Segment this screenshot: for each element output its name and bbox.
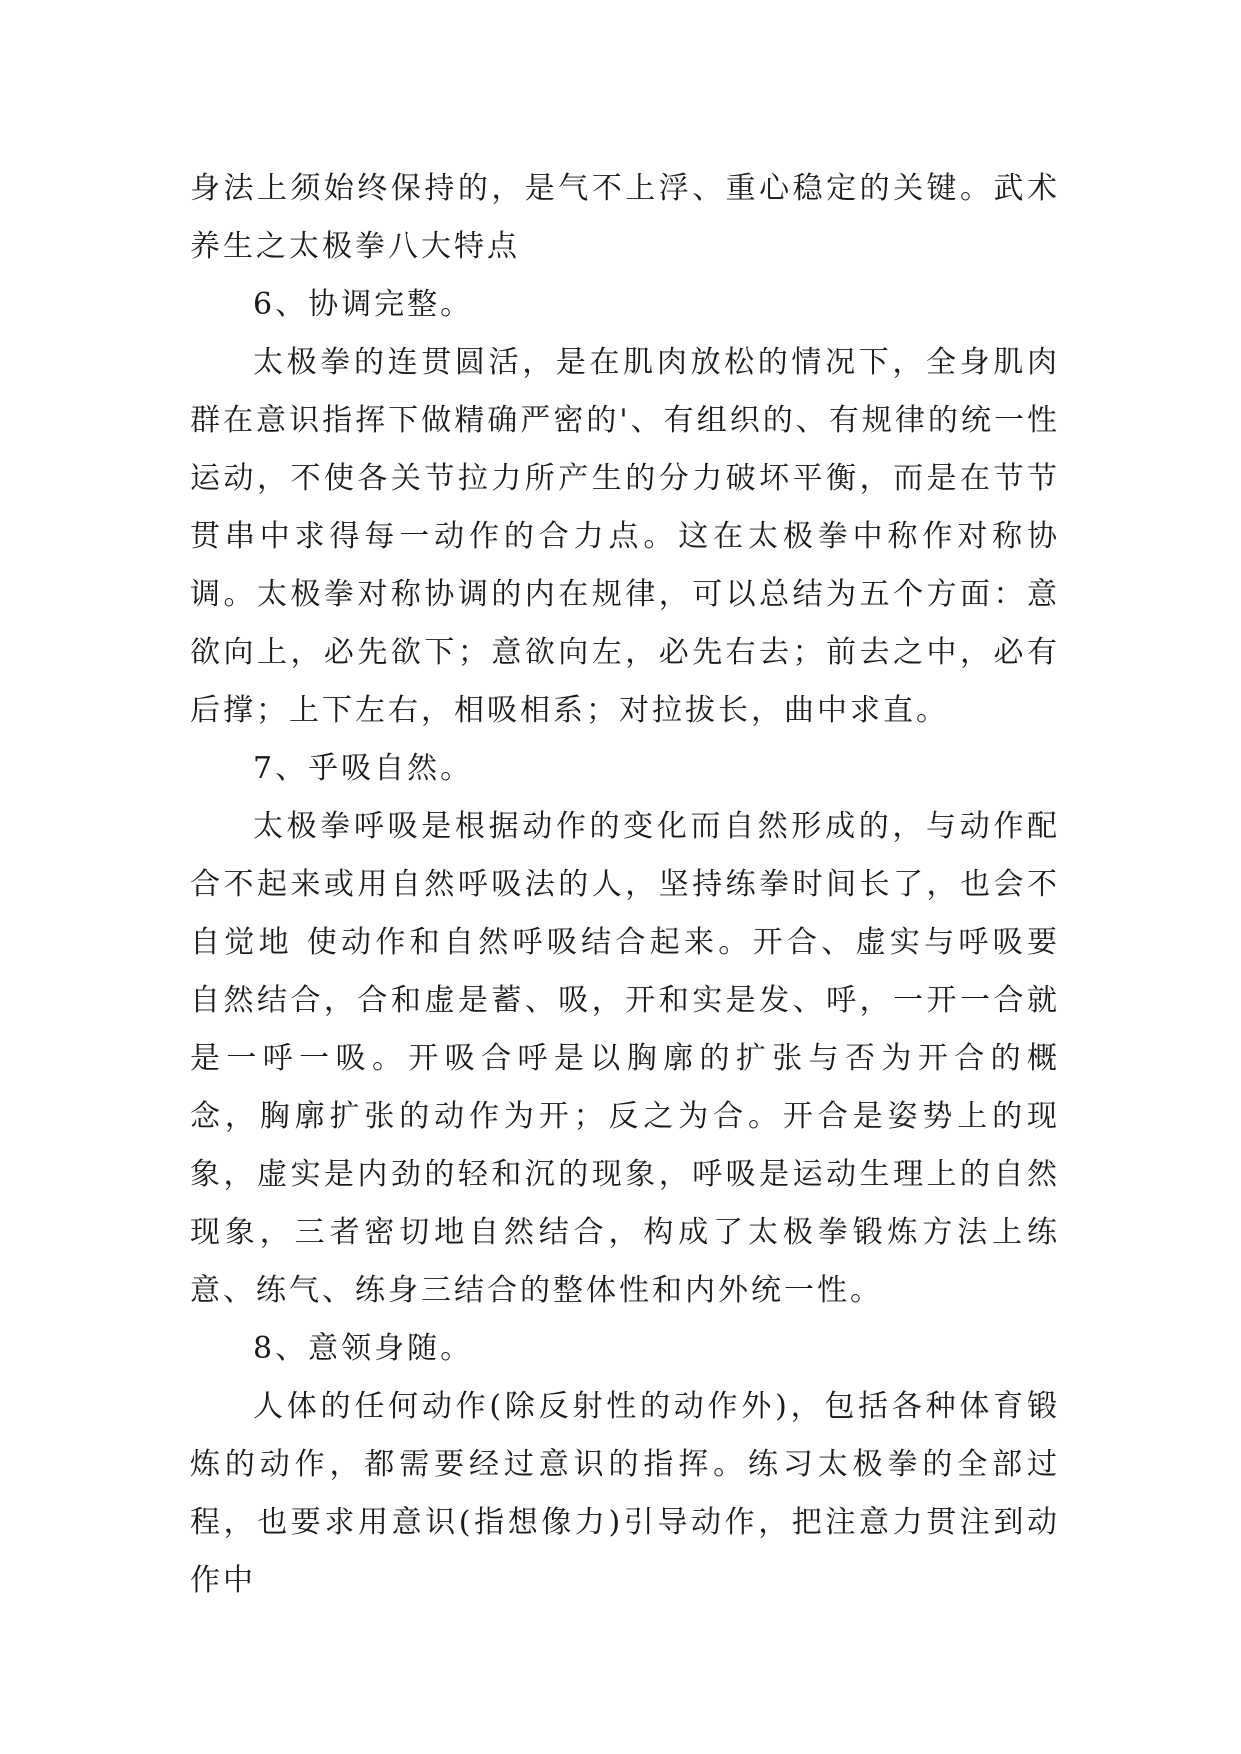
section-heading-7: 7、乎吸自然。: [253, 751, 474, 786]
section-heading-6: 6、协调完整。: [253, 287, 474, 322]
section-heading-8: 8、意领身随。: [253, 1331, 474, 1366]
paragraph-breathing: 太极拳呼吸是根据动作的变化而自然形成的，与动作配合不起来或用自然呼吸法的人，坚持练拳时间长了，也会不自觉地 使动作和自然呼吸结合起来。开合、虚实与呼吸要自然结合，合和虚是蓄、吸，开和实是发、呼，一开一合就是一呼一吸。开吸合呼是以胸廓的扩张与否为开合的概 念，胸廓扩张的动作为开；反之为合。开合是姿势上的现象，虚实是内劲的轻和沉的现象，呼吸是运动生理上的自然现象，三者密切地自然结合，构成了太极拳锻炼方法上练意、练气、练身三结合的整体性和内外统一性。: [190, 809, 1060, 1308]
paragraph-continuation: 身法上须始终保持的，是气不上浮、重心稳定的关键。武术养生之太极拳八大特点: [190, 171, 1060, 264]
paragraph-intent: 人体的任何动作(除反射性的动作外)，包括各种体育锻炼的动作，都需要经过意识的指挥。练习太极拳的全部过程，也要求用意识(指想像力)引导动作，把注意力贯注到动作中: [190, 1389, 1060, 1598]
document-body: [190, 160, 1060, 1610]
paragraph-coordination: 太极拳的连贯圆活，是在肌肉放松的情况下，全身肌肉群在意识指挥下做精确严密的'、有组织的、有规律的统一性运动，不使各关节拉力所产生的分力破坏平衡，而是在节节贯串中求得每一动作的合力点。这在太极拳中称作对称协调。太极拳对称协调的内在规律，可以总结为五个方面：意欲向上，必先欲下；意欲向左，必先右去；前去之中，必有后撑；上下左右，相吸相系；对拉拔长，曲中求直。: [190, 345, 1060, 728]
